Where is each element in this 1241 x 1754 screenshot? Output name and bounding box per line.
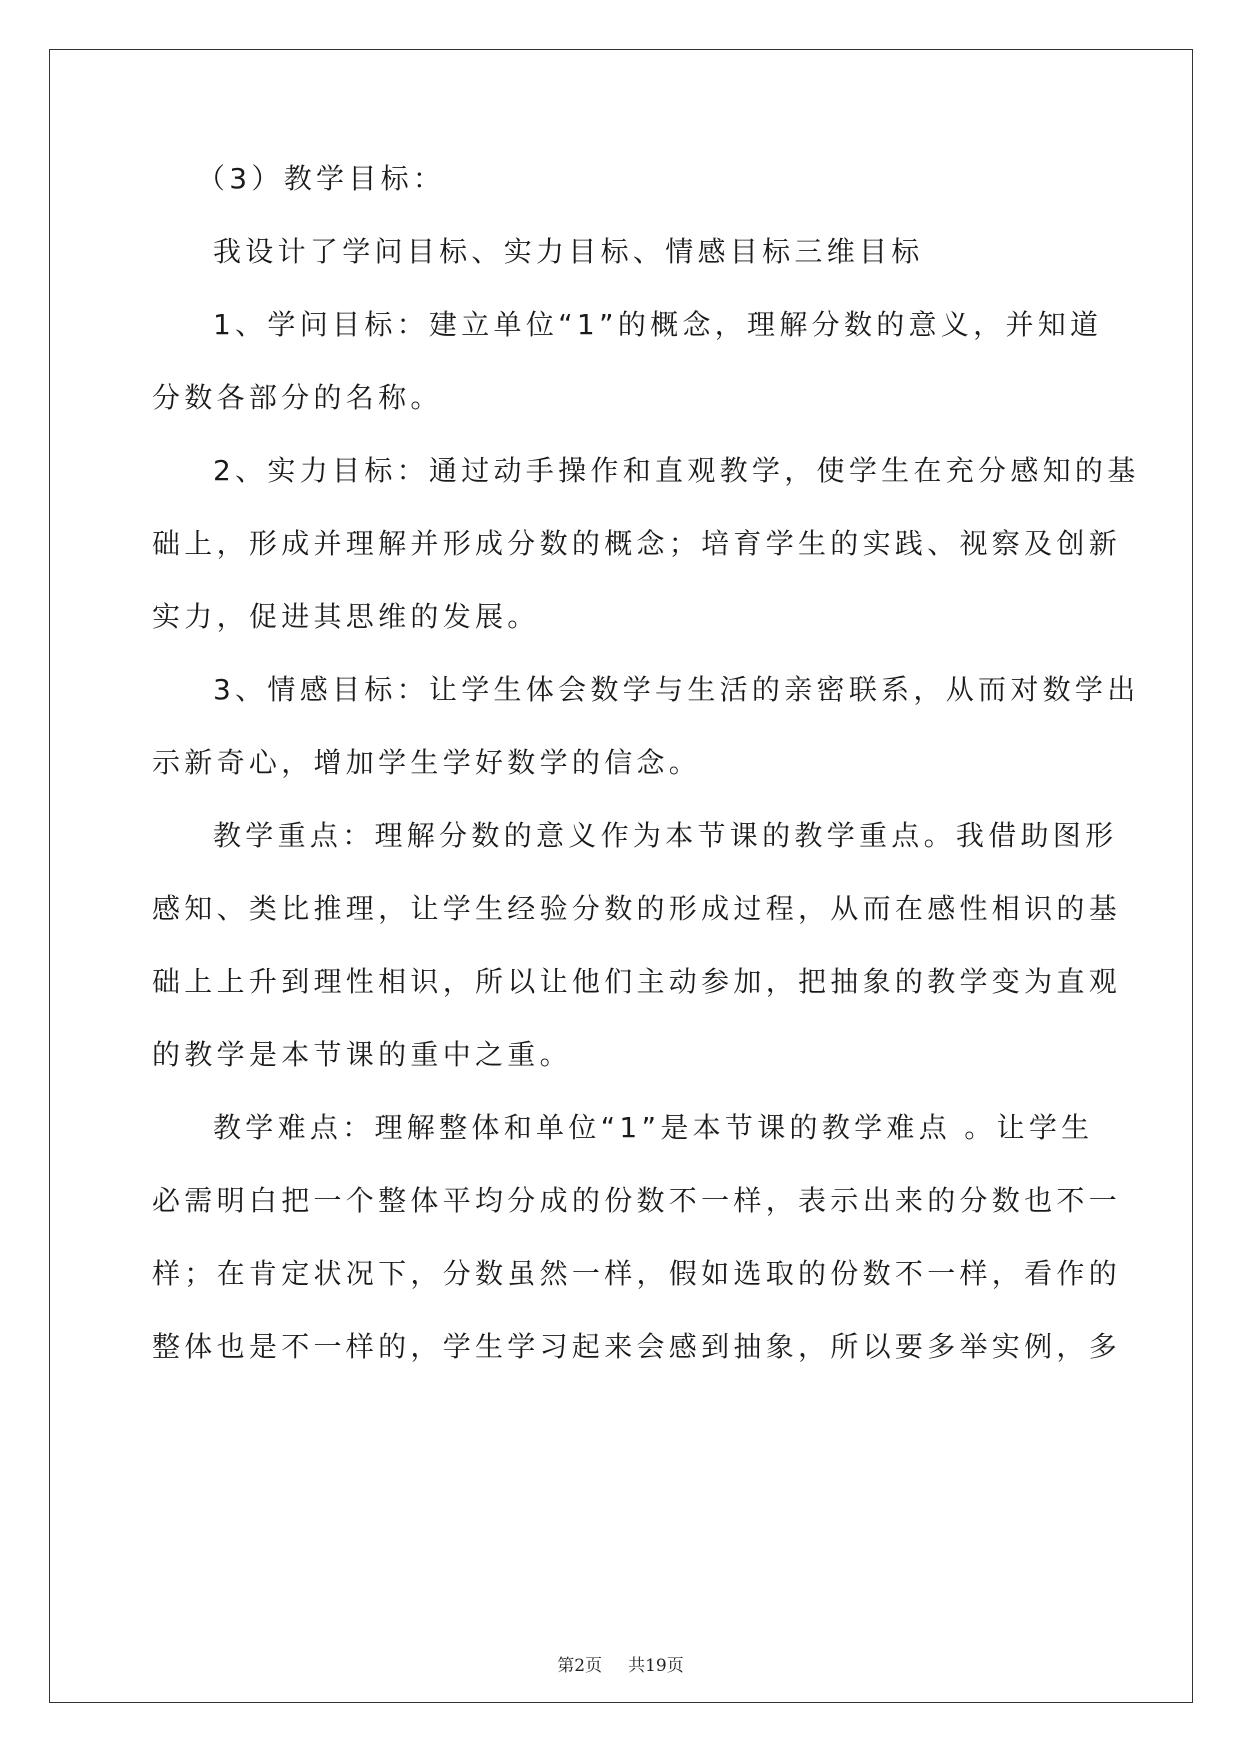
text-line: 示新奇心，增加学生学好数学的信念。: [152, 746, 702, 779]
text-line: 必需明白把一个整体平均分成的份数不一样，表示出来的分数也不一: [152, 1184, 1122, 1217]
text-line: 我设计了学问目标、实力目标、情感目标三维目标: [213, 235, 924, 268]
text-line: 2、实力目标：通过动手操作和直观教学，使学生在充分感知的基: [213, 454, 1140, 487]
text-line: 分数各部分的名称。: [152, 381, 443, 414]
text-line: 的教学是本节课的重中之重。: [152, 1038, 572, 1071]
text-line: 3、情感目标：让学生体会数学与生活的亲密联系，从而对数学出: [213, 673, 1140, 706]
text-line: 样；在肯定状况下，分数虽然一样，假如选取的份数不一样，看作的: [152, 1257, 1122, 1290]
text-line: 整体也是不一样的，学生学习起来会感到抽象，所以要多举实例，多: [152, 1330, 1122, 1363]
text-line: 教学难点：理解整体和单位“1”是本节课的教学难点 。让学生: [213, 1111, 1094, 1144]
text-line: 实力，促进其思维的发展。: [152, 600, 540, 633]
text-line: 1、学问目标：建立单位“1”的概念，理解分数的意义，并知道: [213, 308, 1103, 341]
page-total: 共19页: [628, 1656, 684, 1676]
text-line: 础上，形成并理解并形成分数的概念；培育学生的实践、视察及创新: [152, 527, 1122, 560]
text-line: 础上上升到理性相识，所以让他们主动参加，把抽象的教学变为直观: [152, 965, 1122, 998]
text-line: （3）教学目标：: [197, 162, 446, 195]
text-line: 感知、类比推理，让学生经验分数的形成过程，从而在感性相识的基: [152, 892, 1122, 925]
page-footer: [0, 1651, 1241, 1676]
page-border: [49, 49, 1193, 1703]
page-number: 第2页: [557, 1656, 603, 1676]
text-line: 教学重点：理解分数的意义作为本节课的教学重点。我借助图形: [213, 819, 1118, 852]
